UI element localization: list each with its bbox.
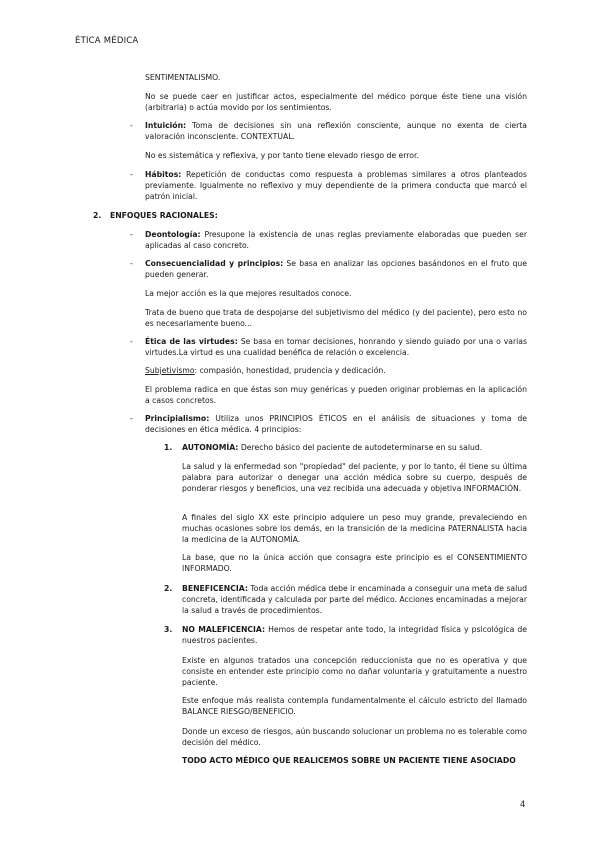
item-etica-virtudes [145, 336, 527, 358]
paragraph-subjetivismo [145, 365, 527, 376]
paragraph-no-se-puede: No se puede caer en justificar actos, especialmente del médico porque éste tiene una visión (arbitraria) o actúa movido por los sentimientos. [145, 92, 527, 112]
bullet-marker: - [130, 414, 133, 423]
bullet-marker: - [130, 337, 133, 346]
item-consecuencialidad-text: Se basa en analizar las opciones basándonos en el fruto que pueden generar. [145, 259, 527, 279]
item-deontologia-label: Deontología: [145, 230, 201, 239]
paragraph-consecuencialidad-3: Trata de bueno que trata de despojarse del subjetivismo del médico (y del paciente), pero esto no es necesariamente bueno... [145, 308, 527, 328]
principle-beneficencia-text: Toda acción médica debe ir encaminada a conseguir una meta de salud concreta, identificada y calculada por parte del médico. Acciones encaminadas a mejorar la salud a través de procedimientos. [182, 584, 527, 615]
item-habitos-label: Hábitos: [145, 170, 182, 179]
paragraph-autonomia-2: La salud y la enfermedad son "propiedad" del paciente, y por lo tanto, él tiene su última palabra para autorizar o denegar una acción médica sobre su cuerpo, después de ponderar riesgos y beneficios, una vez recibida una adecuada y objetiva INFORMACIÓN. [182, 462, 527, 493]
item-habitos [145, 169, 527, 202]
section-number: 2. [93, 211, 102, 220]
principle-no-maleficencia-text: Hemos de respetar ante todo, la integridad física y psicológica de nuestros pacientes. [182, 625, 527, 645]
principle-no-maleficencia [182, 624, 527, 646]
principle-no-maleficencia-label: NO MALEFICENCIA: [182, 625, 266, 634]
item-principialismo-text: Utiliza unos PRINCIPIOS ÉTICOS en el análisis de situaciones y toma de decisiones en ética médica. 4 principios: [145, 414, 527, 434]
item-etica-virtudes-label: Ética de las virtudes: [145, 337, 238, 346]
bullet-marker: - [130, 121, 133, 130]
item-intuicion-text: Toma de decisiones sin una reflexión consciente, aunque no exenta de cierta valoración inconsciente. CONTEXTUAL. [145, 121, 527, 141]
principle-beneficencia [182, 583, 527, 616]
principle-autonomia-label: AUTONOMÍA: [182, 443, 239, 452]
paragraph-intuicion-2: No es sistemática y reflexiva, y por tanto tiene elevado riesgo de error. [145, 151, 419, 160]
section-title: ENFOQUES RACIONALES: [110, 211, 218, 220]
principle-beneficencia-label: BENEFICENCIA: [182, 584, 248, 593]
principle-number: 1. [164, 443, 173, 452]
item-consecuencialidad [145, 258, 527, 280]
page-header: ÉTICA MÉDICA [75, 36, 139, 46]
paragraph-consecuencialidad-2: La mejor acción es la que mejores resultados conoce. [145, 289, 352, 298]
item-etica-virtudes-text: Se basa en tomar decisiones, honrando y siendo guiado por una o varias virtudes.La virtud es una cualidad benéfica de relación o excelencia. [145, 337, 527, 357]
paragraph-no-maleficencia-2: Existe en algunos tratados una concepción reduccionista que no es operativa y que consiste en entender este principio como no dañar voluntaria y gratuitamente a nuestro paciente. [182, 656, 527, 687]
item-deontologia [145, 229, 527, 251]
item-consecuencialidad-label: Consecuencialidad y principios: [145, 259, 284, 268]
principle-number: 2. [164, 584, 173, 593]
paragraph-autonomia-3: A finales del siglo XX este principio adquiere un peso muy grande, prevaleciendo en muchas ocasiones sobre los demás, en la transición de la medicina PATERNALISTA hacia la medicina de la AUTONOMÍA. [182, 513, 527, 544]
paragraph-no-maleficencia-4: Donde un exceso de riesgos, aún buscando solucionar un problema no es tolerable como decisión del médico. [182, 727, 527, 747]
bullet-marker: - [130, 170, 133, 179]
paragraph-virtudes-3: El problema radica en que éstas son muy genéricas y pueden originar problemas en la aplicación a casos concretos. [145, 385, 527, 405]
subjetivismo-text: : compasión, honestidad, prudencia y dedicación. [194, 366, 386, 375]
item-principialismo-label: Principialismo: [145, 414, 210, 423]
paragraph-no-maleficencia-5: TODO ACTO MÉDICO QUE REALICEMOS SOBRE UN PACIENTE TIENE ASOCIADO [182, 756, 516, 765]
subjetivismo-label: Subjetivismo [145, 366, 195, 375]
principle-autonomia [182, 442, 527, 453]
principle-number: 3. [164, 625, 173, 634]
paragraph-sentimentalismo: SENTIMENTALISMO. [145, 73, 221, 82]
principle-autonomia-text: Derecho básico del paciente de autodeterminarse en su salud. [240, 443, 483, 452]
item-intuicion-label: Intuición: [145, 121, 187, 130]
item-deontologia-text: Presupone la existencia de unas reglas previamente elaboradas que pueden ser aplicadas al caso concreto. [145, 230, 527, 250]
item-habitos-text: Repetición de conductas como respuesta a problemas similares a otros planteados previamente. Igualmente no reflexivo y muy dependiente de la primera conducta que marcó el patrón inicial. [145, 170, 527, 201]
page-number: 4 [520, 800, 526, 810]
paragraph-no-maleficencia-3: Este enfoque más realista contempla fundamentalmente el cálculo estricto del llamado BALANCE RIESGO/BENEFICIO. [182, 696, 527, 716]
bullet-marker: - [130, 230, 133, 239]
bullet-marker: - [130, 259, 133, 268]
item-intuicion [145, 120, 527, 142]
item-principialismo [145, 413, 527, 435]
paragraph-autonomia-4: La base, que no la única acción que consagra este principio es el CONSENTIMIENTO INFORMADO. [182, 553, 527, 573]
